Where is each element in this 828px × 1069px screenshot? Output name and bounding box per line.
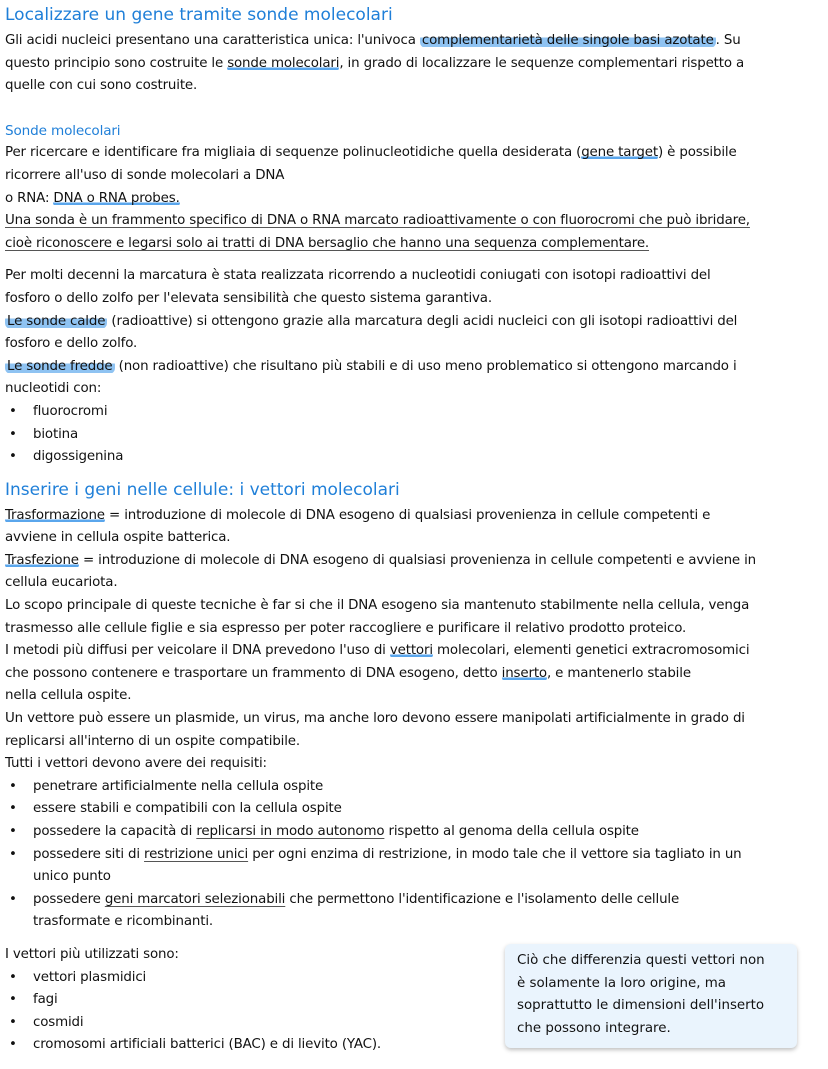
text-span: fosforo e dello zolfo.	[5, 336, 138, 352]
list-item	[5, 844, 825, 889]
text-span: cellula eucariota.	[5, 575, 118, 591]
text-span: rispetto al genoma della cellula ospite	[384, 824, 639, 839]
text-span: = introduzione di molecole di DNA esogeno di qualsiasi provenienza in cellule competenti e	[104, 507, 711, 523]
text-span: Sonde molecolari	[5, 122, 121, 139]
bullet-icon: •	[9, 1037, 17, 1053]
highlighted-text: complementarietà delle singole basi azotate	[421, 33, 714, 48]
highlighted-text: Le sonde calde	[7, 313, 106, 329]
bullet-icon: •	[9, 824, 17, 839]
text-line	[5, 640, 825, 663]
text-span: vettori plasmidici	[33, 969, 147, 985]
text-line	[5, 446, 825, 469]
section-title	[5, 4, 825, 30]
text-line	[5, 4, 825, 27]
text-line	[5, 210, 825, 233]
list-item	[5, 798, 825, 821]
text-span: unico punto	[33, 869, 111, 885]
text-line	[5, 333, 825, 356]
list-item	[5, 424, 825, 447]
bullet-list	[5, 401, 825, 469]
bullet-icon: •	[9, 992, 17, 1008]
text-line	[5, 731, 825, 754]
text-line	[5, 663, 825, 686]
underlined-text: geni marcatori selezionabili	[104, 891, 286, 907]
text-line	[5, 188, 825, 211]
list-item	[5, 889, 825, 934]
underlined-text: Una sonda è un frammento specifico di DNA o RNA marcato radioattivamente o con fluorocromi che può ibridare,	[5, 213, 750, 229]
underlined-text: Trasfezione	[5, 552, 79, 568]
text-line	[5, 889, 825, 912]
text-line	[5, 233, 825, 256]
text-line	[5, 753, 825, 776]
document	[5, 4, 825, 1057]
text-line	[5, 550, 825, 573]
text-span: Un vettore può essere un plasmide, un virus, ma anche loro devono essere manipolati artificialmente in grado di	[5, 711, 745, 727]
bullet-icon: •	[9, 846, 17, 862]
text-span: cosmidi	[33, 1014, 84, 1030]
text-span: molecolari, elementi genetici extracromosomici	[432, 643, 750, 659]
text-line	[5, 356, 825, 379]
text-line	[5, 288, 825, 311]
text-span: , e mantenerlo stabile	[546, 665, 691, 681]
text-span: (radioattive) si ottengono grazie alla marcatura degli acidi nucleici con gli isotopi radioattivi del	[107, 313, 738, 329]
text-line	[5, 595, 825, 618]
paragraph	[5, 505, 825, 776]
text-line	[5, 685, 825, 708]
text-span: ) è possibile	[657, 145, 737, 161]
text-line	[5, 378, 825, 401]
bullet-icon: •	[9, 801, 17, 817]
text-line	[5, 618, 825, 641]
underlined-text: restrizione unici	[144, 846, 249, 862]
text-span: nella cellula ospite.	[5, 688, 132, 704]
paragraph	[5, 142, 825, 255]
text-span: Per molti decenni la marcatura è stata realizzata ricorrendo a nucleotidi coniugati con isotopi radioattivi del	[5, 268, 711, 284]
text-span: = introduzione di molecole di DNA esogeno di qualsiasi provenienza in cellule competenti e avviene in	[78, 552, 757, 568]
text-span: possedere	[33, 891, 105, 907]
highlighted-text: Le sonde fredde	[7, 358, 113, 374]
callout-line: Ciò che differenzia questi vettori non	[517, 953, 765, 968]
text-span: fluorocromi	[33, 403, 108, 419]
list-item	[5, 446, 825, 469]
text-line	[5, 866, 825, 889]
text-line	[5, 821, 825, 844]
underlined-text: Trasformazione	[5, 507, 105, 523]
text-span: ricorrere all'uso di sonde molecolari a DNA	[5, 167, 285, 183]
text-line	[5, 844, 825, 867]
bullet-icon: •	[9, 1014, 17, 1030]
text-line	[5, 505, 825, 528]
section-title	[5, 479, 825, 505]
text-span: per ogni enzima di restrizione, in modo tale che il vettore sia tagliato in un	[248, 846, 742, 862]
text-span: trasmesso alle cellule figlie e sia espresso per poter raccogliere e purificare il relativo prodotto proteico.	[5, 620, 687, 636]
text-line	[5, 311, 825, 334]
text-span: essere stabili e compatibili con la cellula ospite	[33, 801, 342, 817]
text-span: possedere siti di	[33, 846, 145, 862]
list-item	[5, 821, 825, 844]
text-span: cromosomi artificiali batterici (BAC) e di lievito (YAC).	[33, 1037, 382, 1053]
text-line	[5, 527, 825, 550]
text-span: replicarsi all'interno di un ospite compatibile.	[5, 733, 300, 749]
text-line	[5, 798, 825, 821]
bullet-icon: •	[9, 426, 17, 442]
text-line	[5, 401, 825, 424]
list-item	[5, 401, 825, 424]
bullet-icon: •	[9, 449, 17, 465]
underlined-text: gene target	[581, 145, 658, 161]
text-span: , in grado di localizzare le sequenze complementari rispetto a	[339, 55, 745, 71]
list-item	[5, 776, 825, 799]
text-span: penetrare artificialmente nella cellula ospite	[33, 778, 324, 794]
text-span: fosforo o dello zolfo per l'elevata sensibilità che questo sistema garantiva.	[5, 290, 492, 306]
text-line	[5, 165, 825, 188]
text-line	[5, 572, 825, 595]
text-line	[5, 30, 825, 53]
text-line	[5, 120, 825, 143]
text-span: I metodi più diffusi per veicolare il DNA prevedono l'uso di	[5, 643, 390, 659]
text-span: digossigenina	[33, 449, 124, 465]
text-line	[5, 75, 825, 98]
text-span: Tutti i vettori devono avere dei requisiti:	[5, 756, 267, 772]
paragraph	[5, 265, 825, 401]
text-line	[5, 53, 825, 76]
underlined-text: cioè riconoscere e legarsi solo ai tratti di DNA bersaglio che hanno una sequenza complementare.	[5, 235, 650, 251]
underlined-text: inserto	[501, 665, 547, 681]
bullet-icon: •	[9, 969, 17, 985]
callout-line: è solamente la loro origine, ma	[517, 975, 726, 991]
text-span: che permettono l'identificazione e l'isolamento delle cellule	[285, 891, 680, 907]
text-span: I vettori più utilizzati sono:	[5, 946, 179, 962]
text-span: fagi	[33, 992, 58, 1008]
underlined-text: sonde molecolari	[227, 55, 340, 71]
underlined-text: replicarsi in modo autonomo	[196, 824, 385, 839]
text-span: che possono contenere e trasportare un frammento di DNA esogeno, detto	[5, 665, 502, 681]
callout-line: che possono integrare.	[517, 1020, 671, 1036]
callout-line: soprattutto le dimensioni dell'inserto	[517, 998, 765, 1014]
text-span: . Su	[715, 33, 741, 48]
text-line	[5, 265, 825, 288]
text-span: biotina	[33, 426, 79, 442]
bullet-icon: •	[9, 403, 17, 419]
text-line	[5, 776, 825, 799]
text-span: Localizzare un gene tramite sonde molecolari	[5, 5, 393, 25]
underlined-text: vettori	[389, 643, 433, 659]
bullet-icon: •	[9, 778, 17, 794]
bullet-list	[5, 776, 825, 934]
text-span: questo principio sono costruite le	[5, 55, 228, 71]
text-line	[5, 142, 825, 165]
text-line	[5, 708, 825, 731]
callout-box	[505, 944, 797, 1048]
text-line	[5, 424, 825, 447]
text-line	[5, 911, 825, 934]
bullet-icon: •	[9, 891, 17, 907]
paragraph	[5, 30, 825, 98]
underlined-text: DNA o RNA probes.	[53, 190, 180, 206]
text-span: Inserire i geni nelle cellule: i vettori molecolari	[5, 479, 400, 500]
text-span: trasformate e ricombinanti.	[33, 914, 214, 930]
text-span: nucleotidi con:	[5, 381, 102, 397]
text-line	[5, 479, 825, 502]
text-span: Per ricercare e identificare fra migliaia di sequenze polinucleotidiche quella desiderata (	[5, 145, 582, 161]
subsection-title	[5, 120, 825, 143]
text-span: quelle con cui sono costruite.	[5, 78, 198, 94]
text-span: avviene in cellula ospite batterica.	[5, 530, 231, 546]
text-span: possedere la capacità di	[33, 824, 197, 839]
text-span: Lo scopo principale di queste tecniche è far si che il DNA esogeno sia mantenuto stabilmente nella cellula, venga	[5, 598, 750, 614]
text-span: Gli acidi nucleici presentano una caratteristica unica: l'univoca	[5, 33, 420, 48]
text-span: (non radioattive) che risultano più stabili e di uso meno problematico si ottengono marcando i	[114, 358, 737, 374]
text-span: o RNA:	[5, 190, 54, 206]
